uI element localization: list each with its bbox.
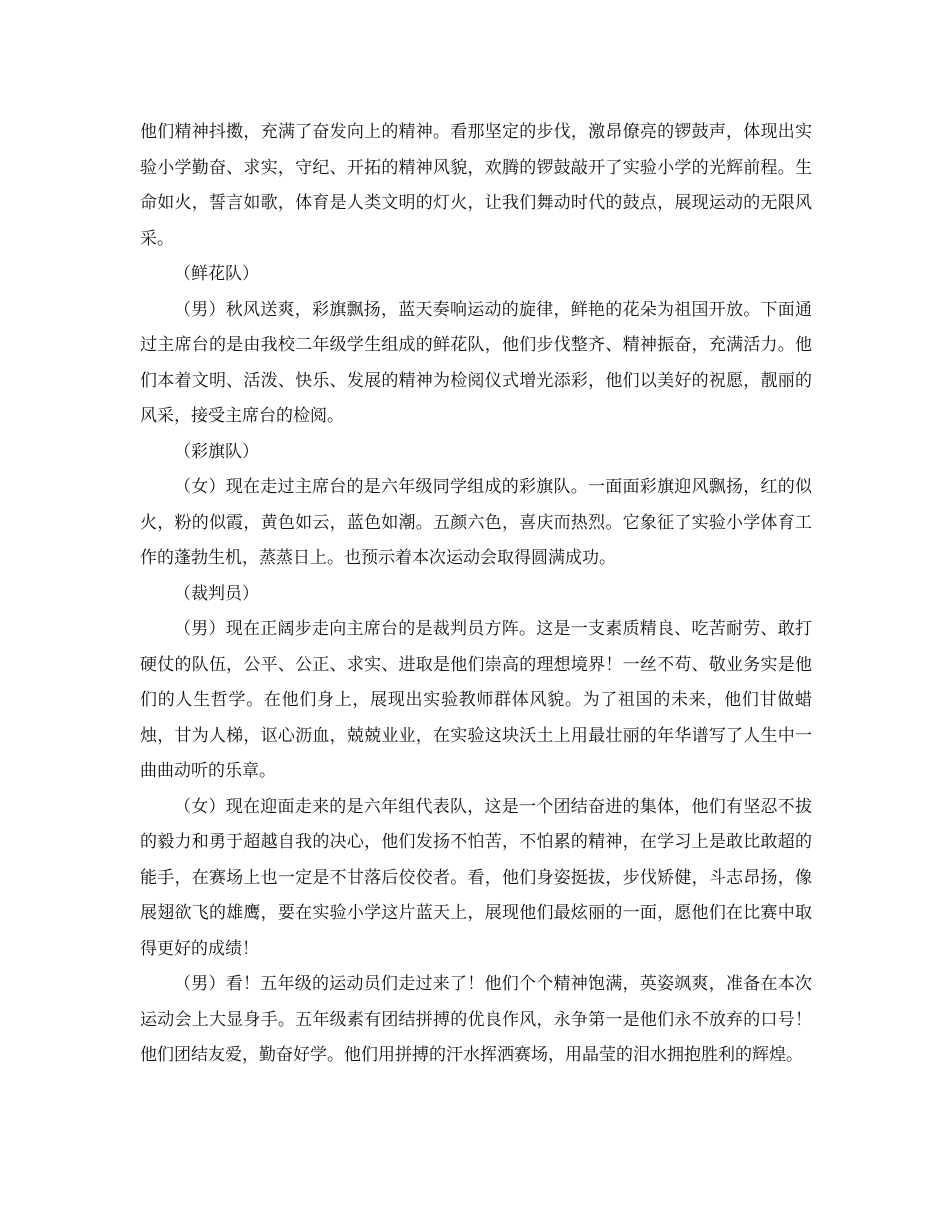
paragraph-grade-five-team: （男）看！五年级的运动员们走过来了！他们个个精神饱满，英姿飒爽，准备在本次运动会上大显身手。五年级素有团结拼搏的优良作风，永争第一是他们永不放弃的口号！他们团结友爱，勤奋好学。他们用拼搏的汗水挥洒赛场，用晶莹的泪水拥抱胜利的辉煌。	[140, 974, 812, 1065]
section-heading-referees: （裁判员）	[174, 583, 259, 604]
section-heading-flower-team: （鲜花队）	[174, 264, 259, 284]
paragraph-flag-team: （女）现在走过主席台的是六年级同学组成的彩旗队。一面面彩旗迎风飘扬，红的似火，粉的似霞，黄色如云，蓝色如潮。五颜六色，喜庆而热烈。它象征了实验小学体育工作的蓬勃生机，蒸蒸日上。也预示着本次运动会取得圆满成功。	[140, 477, 812, 568]
paragraph-drum-band-continued: 他们精神抖擞，充满了奋发向上的精神。看那坚定的步伐，激昂僚亮的锣鼓声，体现出实验小学勤奋、求实，守纪、开拓的精神风貌，欢腾的锣鼓敲开了实验小学的光辉前程。生命如火，誓言如歌，体育是人类文明的灯火，让我们舞动时代的鼓点，展现运动的无限风采。	[140, 122, 812, 249]
section-heading-flag-team: （彩旗队）	[174, 441, 259, 462]
document-body	[140, 115, 812, 1074]
paragraph-grade-six-team: （女）现在迎面走来的是六年组代表队，这是一个团结奋进的集体，他们有坚忍不拔的毅力和勇于超越自我的决心，他们发扬不怕苦，不怕累的精神，在学习上是敢比敢超的能手，在赛场上也一定是不甘落后佼佼者。看，他们身姿挺拔，步伐矫健，斗志昂扬，像展翅欲飞的雄鹰，要在实验小学这片蓝天上，展现他们最炫丽的一面，愿他们在比赛中取得更好的成绩！	[140, 796, 812, 959]
paragraph-referees: （男）现在正阔步走向主席台的是裁判员方阵。这是一支素质精良、吃苦耐劳、敢打硬仗的队伍，公平、公正、求实、进取是他们崇高的理想境界！一丝不苟、敬业务实是他们的人生哲学。在他们身上，展现出实验教师群体风貌。为了祖国的未来，他们甘做蜡烛，甘为人梯，讴心沥血，兢兢业业，在实验这块沃土上用最壮丽的年华谱写了人生中一曲曲动听的乐章。	[140, 619, 812, 781]
paragraph-flower-team: （男）秋风送爽，彩旗飘扬，蓝天奏响运动的旋律，鲜艳的花朵为祖国开放。下面通过主席台的是由我校二年级学生组成的鲜花队，他们步伐整齐、精神振奋，充满活力。他们本着文明、活泼、快乐、发展的精神为检阅仪式增光添彩，他们以美好的祝愿，靓丽的风采，接受主席台的检阅。	[140, 299, 812, 426]
